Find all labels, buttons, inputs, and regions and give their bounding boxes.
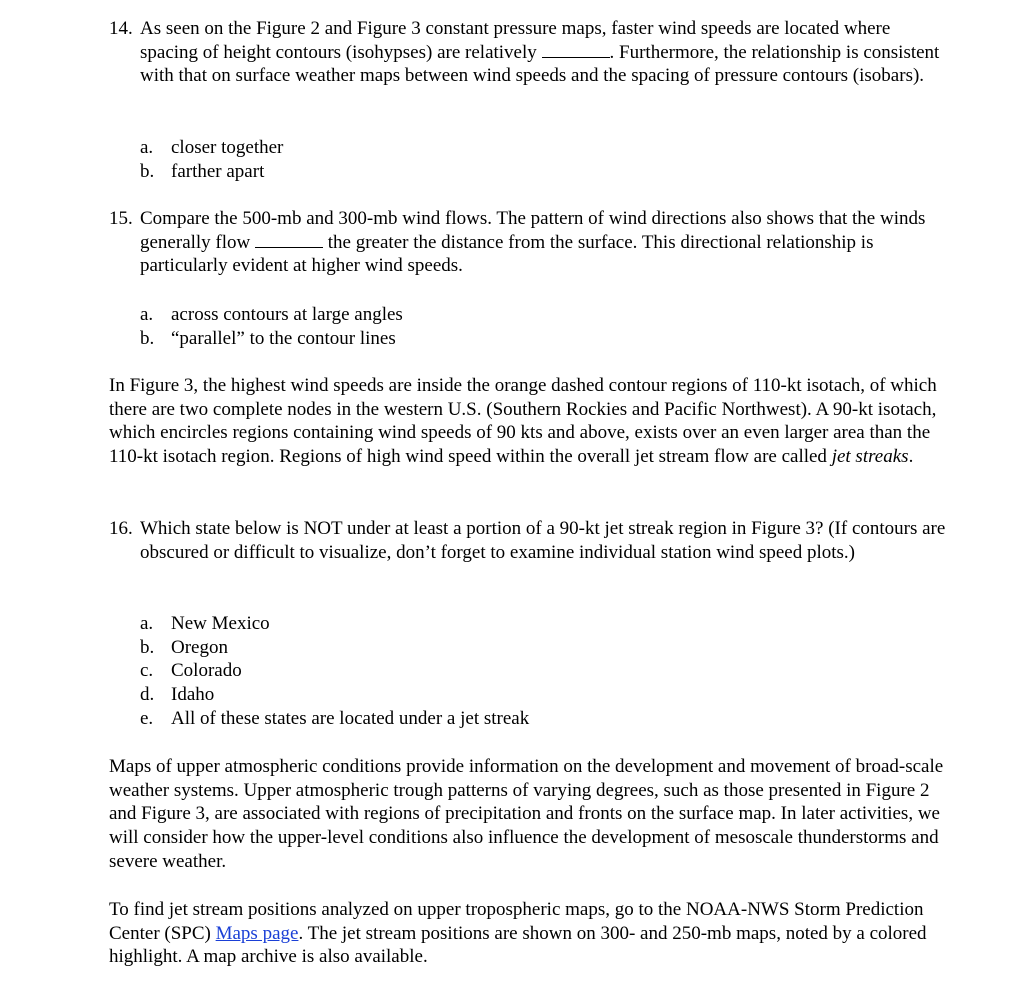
choices-list bbox=[140, 136, 940, 183]
question-15 bbox=[109, 207, 949, 278]
question-text: Which state below is NOT under at least a portion of a 90-kt jet streak region in Figure 3? (If contours are obscured or difficult to visualize, don’t forget to examine individual station wind speed plots.) bbox=[140, 518, 946, 563]
question-16 bbox=[109, 517, 949, 564]
answer-blank bbox=[542, 41, 610, 58]
question-number: 15. bbox=[109, 208, 133, 229]
question-text: Compare the 500-mb and 300-mb wind flows. The pattern of wind directions also shows that the winds generally flow the greater the distance from the surface. This directional relationship is particularly evident at higher wind speeds. bbox=[140, 208, 926, 277]
choice-item: b. “parallel” to the contour lines bbox=[140, 327, 396, 349]
choice-item: b. farther apart bbox=[140, 160, 265, 182]
question-14 bbox=[109, 17, 949, 88]
choice-item: b. Oregon bbox=[140, 636, 228, 658]
choice-item: a. across contours at large angles bbox=[140, 304, 403, 325]
answer-blank bbox=[255, 231, 323, 248]
maps-page-link[interactable]: Maps page bbox=[215, 922, 299, 944]
choice-item: c. Colorado bbox=[140, 660, 242, 682]
question-number: 16. bbox=[109, 518, 133, 539]
paragraph-find-jet-stream: To find jet stream positions analyzed on upper tropospheric maps, go to the NOAA-NWS Storm Prediction Center (SPC) Maps page. The jet stream positions are shown on 300- and 250-mb maps, noted by a colored highlight. A map archive is also available. bbox=[109, 899, 927, 968]
choices-list bbox=[140, 303, 940, 350]
question-text: As seen on the Figure 2 and Figure 3 constant pressure maps, faster wind speeds are located where spacing of height contours (isohypses) are relatively . Furthermore, the relationship is consistent with that on surface weather maps between wind speeds and the spacing of pressure contours (isobars). bbox=[140, 18, 940, 87]
choice-item: a. New Mexico bbox=[140, 613, 270, 634]
choice-item: a. closer together bbox=[140, 137, 284, 158]
question-number: 14. bbox=[109, 18, 133, 39]
paragraph-jet-streaks: In Figure 3, the highest wind speeds are inside the orange dashed contour regions of 110-kt isotach, of which there are two complete nodes in the western U.S. (Southern Rockies and Pacific Northwest). A 90-kt isotach, which encircles regions containing wind speeds of 90 kts and above, exists over an even larger area than the 110-kt isotach region. Regions of high wind speed within the overall jet stream flow are called jet streaks. bbox=[109, 375, 937, 468]
emphasis-term: jet streaks bbox=[831, 446, 909, 468]
paragraph-upper-maps: Maps of upper atmospheric conditions provide information on the development and movement of broad-scale weather systems. Upper atmospheric trough patterns of varying degrees, such as those presented in Figure 2 and Figure 3, are associated with regions of precipitation and fronts on the surface map. In later activities, we will consider how the upper-level conditions also influence the development of mesoscale thunderstorms and severe weather. bbox=[109, 756, 944, 872]
choice-item: d. Idaho bbox=[140, 684, 215, 706]
choices-list bbox=[140, 612, 940, 730]
choice-item: e. All of these states are located under a jet streak bbox=[140, 707, 530, 729]
